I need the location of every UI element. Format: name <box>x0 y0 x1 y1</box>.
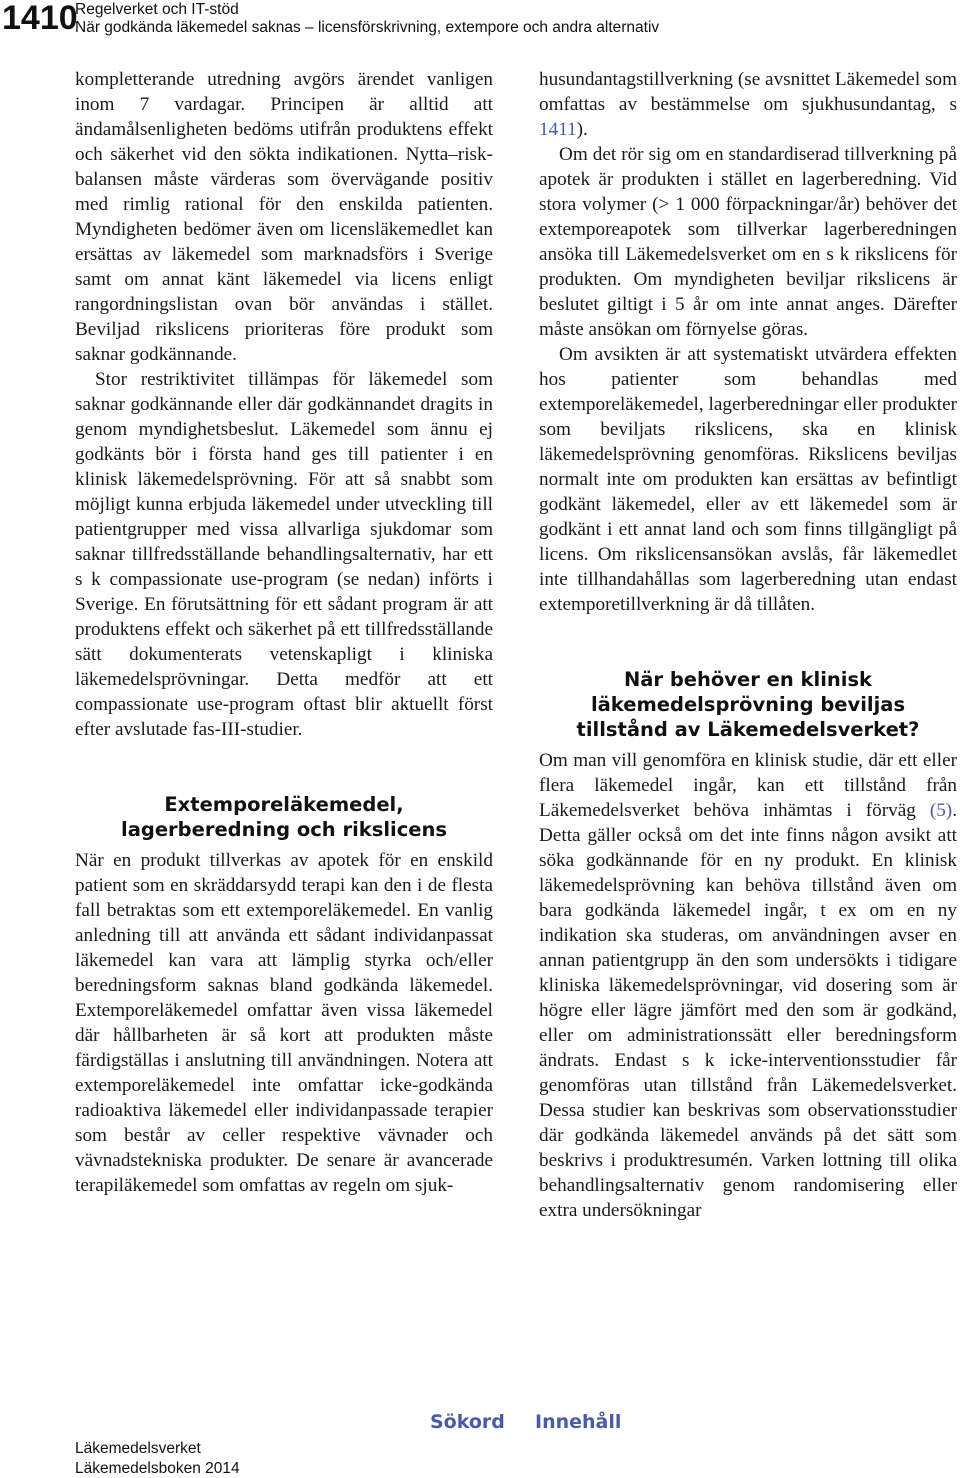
right-paragraph-3: Om avsikten är att systematiskt utvärdera effekten hos patienter som behandlas med extemporeläkemedel, lagerberedningar eller produkter som beviljats rikslicens, ska en klinisk läkemedelsprövning genomföras. Rikslicens beviljas normalt inte om produkten kan ersättas av befintligt godkänt läkemedel, eller av ett läkemedel som är godkänt i ett annat land och som finns tillgängligt på licens. Om rikslicensansökan avslås, får läkemedlet inte tillhandahållas som lagerberedning utan endast extemporetillverkning är då tillåten. <box>539 344 957 615</box>
right-paragraph-1-text: husundantagstillverkning (se avsnittet Läkemedel som omfattas av bestämmelse om sjukhusundantag, s <box>539 69 957 115</box>
page-reference-link[interactable]: 1411 <box>539 119 577 140</box>
right-paragraph-1-end: ). <box>576 119 588 140</box>
left-column <box>75 67 493 1198</box>
left-paragraph-2: Stor restriktivitet tillämpas för läkemedel som saknar godkännande eller där godkännandet dragits in genom myndighetsbeslut. Läkemedel som ännu ej godkänts bör i första hand ges till patienter i en klinisk läkemedelsprövning. För att så snabbt som möjligt kunna erbjuda läkemedel under utveckling till patientgrupper med vissa allvarliga sjukdomar som saknar tillfredsställande behandlingsalternativ, har ett s k compassionate use-program (se nedan) införts i Sverige. En förutsättning för ett sådant program är att produktens effekt och säkerhet på ett tillfredsställande sätt dokumenterats vetenskapligt i kliniska läkemedelsprövningar. Detta medför att ett compassionate use-program oftast blir aktuellt först efter avslutade fas-III-studier. <box>75 369 493 740</box>
right-paragraph-2: Om det rör sig om en standardiserad tillverkning på apotek är produkten i stället en lagerberedning. Vid stora volymer (> 1 000 förpackningar/år) behöver det extemporeapotek som tillverkar lagerberedningen ansöka till Läkemedelsverket om en s k rikslicens för produkten. Om myndigheten beviljar rikslicens är beslutet giltigt i 5 år om inte annat anges. Därefter måste ansökan om förnyelse göras. <box>539 144 957 340</box>
section-subtitle: När godkända läkemedel saknas – licensförskrivning, extempore och andra alternativ <box>75 19 660 36</box>
heading-klinisk-lakemedelsprovning: När behöver en klinisk läkemedelsprövning beviljas tillstånd av Läkemedelsverket? <box>576 668 920 741</box>
right-paragraph-4-end: . Detta gäller också om det inte finns någon avsikt att söka godkännande för en ny produkt. En klinisk läkemedelsprövning kan behöva tillstånd även om bara godkända läkemedel ingår, t ex om en ny indikation ska studeras, om användningen avser en annan patientgrupp än den som undersökts i tidigare kliniska läkemedelsprövningar, vid dosering som är högre eller lägre jämfört med den som är godkänd, eller om administrationssätt eller beredningsform ändrats. Endast s k icke-interventionsstudier får genomföras utan tillstånd från Läkemedelsverket. Dessa studier kan beskrivas som observationsstudier där godkända läkemedel används på det sätt som beskrivs i produktresumén. Varken lottning till olika behandlingsalternativ genom randomisering eller extra undersökningar <box>539 800 957 1221</box>
right-paragraph-1 <box>539 67 957 142</box>
right-paragraph-4 <box>539 748 957 1223</box>
left-paragraph-3: När en produkt tillverkas av apotek för en enskild patient som en skräddarsydd terapi kan den i de flesta fall betraktas som ett extemporeläkemedel. En vanlig anledning till att använda ett sådant individanpassat läkemedel kan vara att lämplig styrka och/eller beredningsform saknas bland godkända läkemedel. Extemporeläkemedel omfattar även vissa läkemedel där hållbarheten är så kort att produkten måste färdigställas i anslutning till användningen. Notera att extemporeläkemedel inte omfattar icke-godkända radioaktiva läkemedel eller individanpassade terapier som består av celler respektive vävnader och vävnadstekniska produkter. De senare är avancerade terapiläkemedel som omfattas av regeln om sjuk- <box>75 850 493 1196</box>
citation-link[interactable]: (5) <box>929 800 953 821</box>
footer-book-title: Läkemedelsboken 2014 <box>75 1460 240 1477</box>
page-number: 1410 <box>2 0 78 37</box>
search-index-link[interactable]: Sökord <box>430 1411 505 1433</box>
chapter-title: Regelverket och IT-stöd <box>75 1 239 18</box>
page-header <box>0 0 960 44</box>
heading-extemporelakemedel: Extemporeläkemedel, lagerberedning och rikslicens <box>121 793 447 841</box>
table-of-contents-link[interactable]: Innehåll <box>535 1411 622 1433</box>
footer-publisher: Läkemedelsverket <box>75 1440 201 1457</box>
right-paragraph-4-text: Om man vill genomföra en klinisk studie, där ett eller flera läkemedel ingår, kan ett tillstånd från Läkemedelsverket behöva inhämtas i förväg <box>539 750 957 821</box>
right-column <box>539 67 957 1223</box>
left-paragraph-1: kompletterande utredning avgörs ärendet vanligen inom 7 vardagar. Principen är alltid att ändamålsenligheten bedöms utifrån produktens effekt och säkerhet vid den sökta indikationen. Nytta–risk-balansen måste värderas som övervägande positiv med rimlig rational för den enskilda patienten. Myndigheten bedömer även om licensläkemedlet kan ersättas av läkemedel som marknadsförs i Sverige samt om annat känt läkemedel via licens enligt rangordningslistan ovan bör användas i stället. Beviljad rikslicens prioriteras före produkt som saknar godkännande. <box>75 69 493 365</box>
